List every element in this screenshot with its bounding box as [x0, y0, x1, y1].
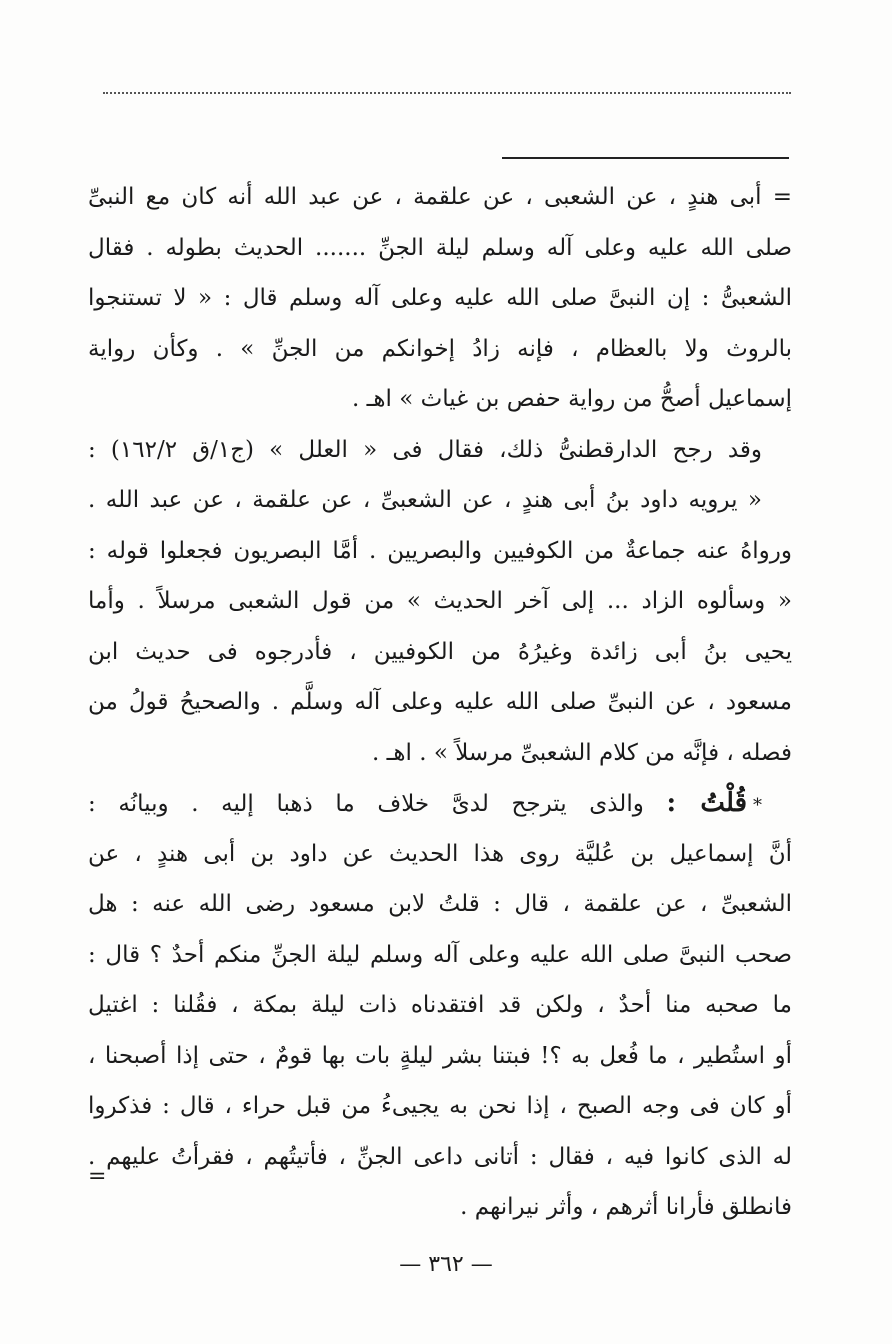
- text-line: أو استُطير ، ما فُعل به ؟! فبتنا بشر ليلةٍ بات بها قومٌ ، حتى إذا أصبحنا ،: [88, 1042, 792, 1069]
- text-line: فانطلق فأرانا أثرهم ، وأثر نيرانهم .: [460, 1194, 792, 1220]
- dotted-separator: [103, 92, 791, 94]
- text-line: ما صحبه منا أحدٌ ، ولكن قد افتقدناه ذات ليلة بمكة ، فقُلنا : اغتيل: [88, 992, 792, 1018]
- text-line: إسماعيل أصحُّ من رواية حفص بن غياث » اهـ .: [352, 386, 792, 412]
- text-line: الشعبىِّ ، عن علقمة ، قال : قلتُ لابن مسعود رضى الله عنه : هل: [88, 891, 792, 917]
- text-line: والذى يترجح لدىَّ خلاف ما ذهبا إليه . وبيانُه :: [88, 791, 644, 817]
- text-line: ورواهُ عنه جماعةٌ من الكوفيين والبصريين . أمَّا البصريون فجعلوا قوله :: [88, 537, 792, 564]
- text-line: « يرويه داود بنُ أبى هندٍ ، عن الشعبىِّ ، عن علقمة ، عن عبد الله .: [88, 487, 762, 513]
- text-line: أو كان فى وجه الصبح ، إذا نحن به يجيىءُ من قبل حراء ، قال : فذكروا: [88, 1093, 792, 1119]
- text-line: فصله ، فإنَّه من كلام الشعبىِّ مرسلاً » . اهـ .: [372, 739, 792, 766]
- text-line: الشعبىُّ : إن النبىَّ صلى الله عليه وعلى آله وسلم قال : « لا تستنجوا: [88, 285, 793, 311]
- text-line: مسعود ، عن النبىِّ صلى الله عليه وعلى آله وسلَّم . والصحيحُ قولُ من: [88, 689, 792, 715]
- text-line: بالروث ولا بالعظام ، فإنه زادُ إخوانكم من الجنِّ » . وكأن رواية: [88, 335, 792, 362]
- footnote-rule: [502, 157, 789, 159]
- asterisk-icon: *: [753, 795, 762, 816]
- qult-line: [88, 778, 792, 829]
- continuation-mark: =: [88, 1164, 107, 1189]
- text-line: « وسألوه الزاد ... إلى آخر الحديث » من قول الشعبى مرسلاً . وأما: [88, 588, 792, 614]
- page-number: — ٣٦٢ —: [399, 1252, 493, 1277]
- text-line: وقد رجح الدارقطنىُّ ذلك، فقال فى « العلل » (ج١/ق ١٦٢/٢) :: [88, 436, 762, 463]
- text-line: صلى الله عليه وعلى آله وسلم ليلة الجنِّ ....... الحديث بطوله . فقال: [88, 234, 792, 261]
- text-line: صحب النبىَّ صلى الله عليه وعلى آله وسلم ليلة الجنِّ منكم أحدٌ ؟ قال :: [88, 941, 792, 968]
- text-line: يحيى بنُ أبى زائدة وغيرُهُ من الكوفيين ، فأدرجوه فى حديث ابن: [88, 638, 792, 665]
- text-line: = أبى هندٍ ، عن الشعبى ، عن علقمة ، عن عبد الله أنه كان مع النبىِّ: [88, 184, 792, 210]
- text-line: له الذى كانوا فيه ، فقال : أتانى داعى الجنِّ ، فأتيتُهم ، فقرأتُ عليهم .: [88, 1143, 792, 1170]
- qult-heading: قُلْتُ :: [666, 788, 747, 818]
- text-line: أنَّ إسماعيل بن عُليَّة روى هذا الحديث عن داود بن أبى هندٍ ، عن: [88, 840, 792, 867]
- footnote-text: [88, 172, 792, 1233]
